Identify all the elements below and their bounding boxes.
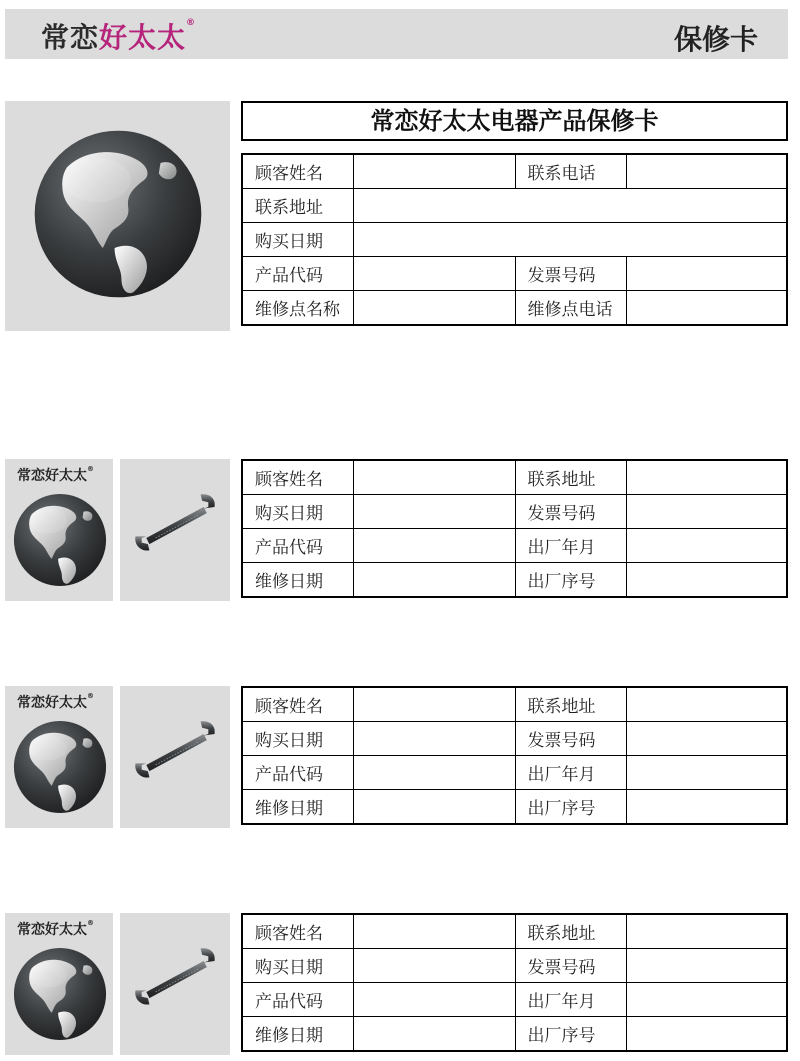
repair-date-field[interactable] xyxy=(354,790,515,825)
table-row xyxy=(242,563,787,598)
table-row xyxy=(242,460,787,495)
repair-date-field[interactable] xyxy=(354,563,515,598)
document-title: 保修卡 xyxy=(673,23,758,56)
customer-name-field[interactable] xyxy=(354,914,515,949)
stub-brand-logo-text: 常恋好太太 xyxy=(17,468,87,484)
table-row xyxy=(242,983,787,1017)
field-label: 维修点名称 xyxy=(242,291,354,326)
registered-mark: ® xyxy=(87,692,94,700)
field-label: 联系地址 xyxy=(515,914,627,949)
wrench-icon xyxy=(128,947,222,1009)
field-label: 联系地址 xyxy=(515,460,627,495)
serial-number-field[interactable] xyxy=(627,790,787,825)
globe-icon xyxy=(13,720,107,814)
purchase-date-field[interactable] xyxy=(354,722,515,756)
table-row xyxy=(242,529,787,563)
product-code-field[interactable] xyxy=(354,983,515,1017)
field-label: 顾客姓名 xyxy=(242,154,354,189)
field-label: 购买日期 xyxy=(242,495,354,529)
table-row xyxy=(242,790,787,825)
stub-tool-panel xyxy=(120,459,230,601)
field-label: 产品代码 xyxy=(242,983,354,1017)
purchase-date-field[interactable] xyxy=(354,949,515,983)
stub-form-1 xyxy=(241,459,788,598)
field-label: 出厂序号 xyxy=(515,1017,627,1052)
product-code-field[interactable] xyxy=(354,529,515,563)
table-row xyxy=(242,495,787,529)
customer-name-field[interactable] xyxy=(354,687,515,722)
globe-icon xyxy=(33,129,203,299)
field-label: 产品代码 xyxy=(242,529,354,563)
field-label: 联系地址 xyxy=(515,687,627,722)
service-point-name-field[interactable] xyxy=(354,291,515,326)
manufacture-date-field[interactable] xyxy=(627,983,787,1017)
service-point-phone-field[interactable] xyxy=(627,291,787,326)
contact-address-field[interactable] xyxy=(627,914,787,949)
purchase-date-field[interactable] xyxy=(354,495,515,529)
invoice-number-field[interactable] xyxy=(627,722,787,756)
field-label: 维修日期 xyxy=(242,790,354,825)
table-row xyxy=(242,1017,787,1052)
table-row xyxy=(242,949,787,983)
field-label: 购买日期 xyxy=(242,223,354,257)
field-label: 出厂年月 xyxy=(515,983,627,1017)
repair-date-field[interactable] xyxy=(354,1017,515,1052)
invoice-number-field[interactable] xyxy=(627,257,787,291)
stub-form-3 xyxy=(241,913,788,1052)
field-label: 维修日期 xyxy=(242,1017,354,1052)
table-row xyxy=(242,189,787,223)
field-label: 维修日期 xyxy=(242,563,354,598)
serial-number-field[interactable] xyxy=(627,1017,787,1052)
manufacture-date-field[interactable] xyxy=(627,529,787,563)
table-row xyxy=(242,687,787,722)
field-label: 维修点电话 xyxy=(515,291,627,326)
globe-icon xyxy=(13,947,107,1041)
field-label: 顾客姓名 xyxy=(242,460,354,495)
globe-icon xyxy=(13,493,107,587)
main-warranty-form xyxy=(241,153,788,326)
product-code-field[interactable] xyxy=(354,257,515,291)
product-code-field[interactable] xyxy=(354,756,515,790)
brand-logo-accent: 好太太 xyxy=(99,21,187,54)
field-label: 产品代码 xyxy=(242,257,354,291)
contact-address-field[interactable] xyxy=(627,460,787,495)
table-row xyxy=(242,257,787,291)
customer-name-field[interactable] xyxy=(354,154,515,189)
stub-brand-logo xyxy=(17,919,94,939)
wrench-icon xyxy=(128,493,222,555)
contact-phone-field[interactable] xyxy=(627,154,787,189)
field-label: 联系电话 xyxy=(515,154,627,189)
table-row xyxy=(242,756,787,790)
header-bar xyxy=(5,9,788,59)
contact-address-field[interactable] xyxy=(354,189,787,223)
field-label: 出厂序号 xyxy=(515,563,627,598)
field-label: 发票号码 xyxy=(515,949,627,983)
table-row xyxy=(242,914,787,949)
field-label: 发票号码 xyxy=(515,722,627,756)
field-label: 发票号码 xyxy=(515,495,627,529)
warranty-card-title: 常恋好太太电器产品保修卡 xyxy=(241,101,788,141)
invoice-number-field[interactable] xyxy=(627,495,787,529)
stub-brand-panel xyxy=(5,459,113,601)
field-label: 顾客姓名 xyxy=(242,687,354,722)
wrench-icon xyxy=(128,720,222,782)
table-row xyxy=(242,223,787,257)
stub-brand-panel xyxy=(5,686,113,828)
field-label: 出厂序号 xyxy=(515,790,627,825)
table-row xyxy=(242,291,787,326)
field-label: 联系地址 xyxy=(242,189,354,223)
stub-tool-panel xyxy=(120,913,230,1055)
contact-address-field[interactable] xyxy=(627,687,787,722)
serial-number-field[interactable] xyxy=(627,563,787,598)
manufacture-date-field[interactable] xyxy=(627,756,787,790)
stub-brand-logo-text: 常恋好太太 xyxy=(17,695,87,711)
stub-tool-panel xyxy=(120,686,230,828)
main-image-panel xyxy=(5,101,230,331)
field-label: 产品代码 xyxy=(242,756,354,790)
field-label: 出厂年月 xyxy=(515,529,627,563)
registered-mark: ® xyxy=(87,465,94,473)
field-label: 购买日期 xyxy=(242,722,354,756)
purchase-date-field[interactable] xyxy=(354,223,787,257)
stub-form-2 xyxy=(241,686,788,825)
registered-mark: ® xyxy=(186,18,197,28)
registered-mark: ® xyxy=(87,919,94,927)
customer-name-field[interactable] xyxy=(354,460,515,495)
invoice-number-field[interactable] xyxy=(627,949,787,983)
stub-brand-logo xyxy=(17,465,94,485)
field-label: 顾客姓名 xyxy=(242,914,354,949)
table-row xyxy=(242,722,787,756)
stub-brand-panel xyxy=(5,913,113,1055)
table-row xyxy=(242,154,787,189)
brand-logo xyxy=(41,16,196,56)
brand-logo-dark: 常恋 xyxy=(41,21,100,54)
stub-brand-logo-text: 常恋好太太 xyxy=(17,922,87,938)
stub-brand-logo xyxy=(17,692,94,712)
field-label: 出厂年月 xyxy=(515,756,627,790)
field-label: 发票号码 xyxy=(515,257,627,291)
field-label: 购买日期 xyxy=(242,949,354,983)
